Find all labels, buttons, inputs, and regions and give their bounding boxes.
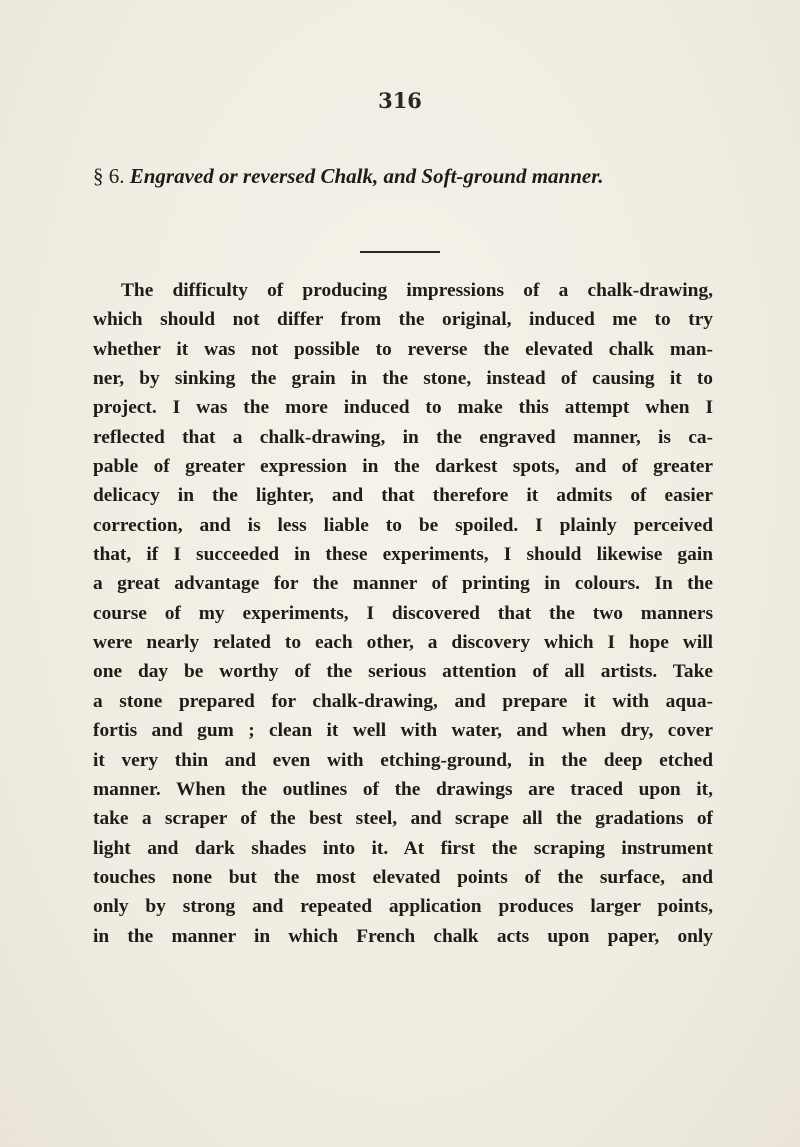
text-line: fortis and gum ; clean it well with water, and when dry, cover: [93, 720, 713, 742]
text-line: whether it was not possible to reverse the elevated chalk man-: [93, 338, 713, 360]
section-title: Engraved or reversed Chalk, and Soft-ground manner.: [129, 164, 604, 188]
text-line: project. I was the more induced to make this attempt when I: [93, 397, 713, 419]
text-line: pable of greater expression in the darkest spots, and of greater: [93, 456, 713, 478]
heading-rule: [360, 251, 440, 253]
text-line: a great advantage for the manner of printing in colours. In the: [93, 573, 713, 595]
text-line: The difficulty of producing impressions of a chalk-drawing,: [121, 280, 713, 301]
text-line: correction, and is less liable to be spoiled. I plainly perceived: [93, 514, 713, 536]
section-heading: [93, 164, 733, 189]
text-line: touches none but the most elevated points of the surface, and: [93, 866, 713, 888]
page-number: 316: [378, 88, 422, 113]
text-line: course of my experiments, I discovered that the two manners: [93, 602, 713, 624]
text-line: reflected that a chalk-drawing, in the engraved manner, is ca-: [93, 426, 713, 448]
section-number: § 6.: [93, 164, 130, 188]
text-line: ner, by sinking the grain in the stone, instead of causing it to: [93, 368, 713, 390]
text-line: it very thin and even with etching-ground, in the deep etched: [93, 749, 713, 771]
text-line: take a scraper of the best steel, and scrape all the gradations of: [93, 808, 713, 830]
text-line: one day be worthy of the serious attention of all artists. Take: [93, 661, 713, 683]
text-line: a stone prepared for chalk-drawing, and prepare it with aqua-: [93, 690, 713, 712]
text-line: were nearly related to each other, a discovery which I hope will: [93, 632, 713, 654]
text-line: that, if I succeeded in these experiments, I should likewise gain: [93, 544, 713, 566]
text-line: which should not differ from the original, induced me to try: [93, 309, 713, 331]
text-line: light and dark shades into it. At first the scraping instrument: [93, 837, 713, 859]
body-paragraph: [93, 276, 713, 951]
text-line: manner. When the outlines of the drawings are traced upon it,: [93, 778, 713, 800]
text-line: only by strong and repeated application produces larger points,: [93, 896, 713, 918]
text-line: in the manner in which French chalk acts upon paper, only: [93, 925, 713, 947]
text-line: delicacy in the lighter, and that therefore it admits of easier: [93, 485, 713, 507]
